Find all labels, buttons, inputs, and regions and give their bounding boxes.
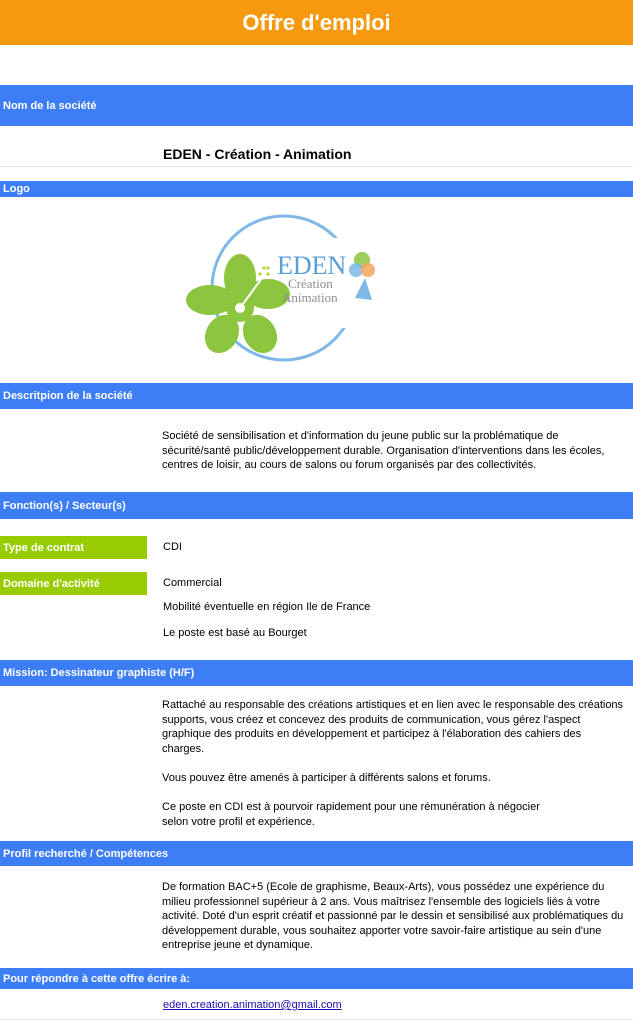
contact-email-link[interactable]: eden.creation.animation@gmail.com — [163, 999, 342, 1011]
mobility-text: Mobilité éventuelle en région Ile de France — [163, 601, 371, 613]
mission-paragraph-1: Rattaché au responsable des créations artistiques et en lien avec le responsable des créations supports, vous créez et concevez des produits de communication, vous gérez l'aspect graphique des produits en développement et participez à l'élaboration des cahiers des charges. — [162, 699, 624, 755]
logo-line1: Création — [288, 276, 333, 291]
section-functions: Fonction(s) / Secteur(s) — [0, 492, 633, 519]
contract-type-label: Type de contrat — [0, 536, 147, 559]
logo-line2: Animation — [282, 290, 338, 305]
profile-text: De formation BAC+5 (Ecole de graphisme, Beaux-Arts), vous possédez une expérience du milieu professionnel supérieur à 2 ans. Vous maîtrisez l'ensemble des logiciels liés à votre activité. Doté d'un esprit créatif et passionné par le dessin et sensibilisé aux problématiques du développement durable, vous souhaitez apporter votre savoir-faire artistique au sein d'une entreprise jeune et dynamique. — [162, 881, 624, 951]
company-description: Société de sensibilisation et d'information du jeune public sur la problématique de sécurité/santé public/développement durable. Organisation d'interventions dans les écoles, centres de loisir, au cours de salons ou forum organisés par des collectivités. — [162, 430, 605, 471]
section-logo: Logo — [0, 181, 633, 197]
divider — [0, 166, 633, 167]
mission-paragraph-3: Ce poste en CDI est à pourvoir rapidement pour une rémunération à négocier selon votre profil et expérience. — [162, 801, 540, 828]
section-profile: Profil recherché / Compétences — [0, 841, 633, 866]
section-mission: Mission: Dessinateur graphiste (H/F) — [0, 660, 633, 686]
company-name: EDEN - Création - Animation — [163, 146, 352, 162]
logo-title: EDEN — [277, 251, 347, 280]
divider — [0, 1019, 633, 1020]
contract-type-value: CDI — [163, 541, 182, 553]
section-company-name: Nom de la société — [0, 85, 633, 126]
page-title: Offre d'emploi — [0, 0, 633, 45]
domain-value: Commercial — [163, 577, 222, 589]
location-text: Le poste est basé au Bourget — [163, 627, 307, 639]
section-description: Descritpion de la société — [0, 383, 633, 409]
mission-paragraph-2: Vous pouvez être amenés à participer à différents salons et forums. — [162, 772, 491, 784]
domain-label: Domaine d'activité — [0, 572, 147, 595]
section-reply: Pour répondre à cette offre écrire à: — [0, 968, 633, 989]
company-logo — [182, 208, 384, 370]
